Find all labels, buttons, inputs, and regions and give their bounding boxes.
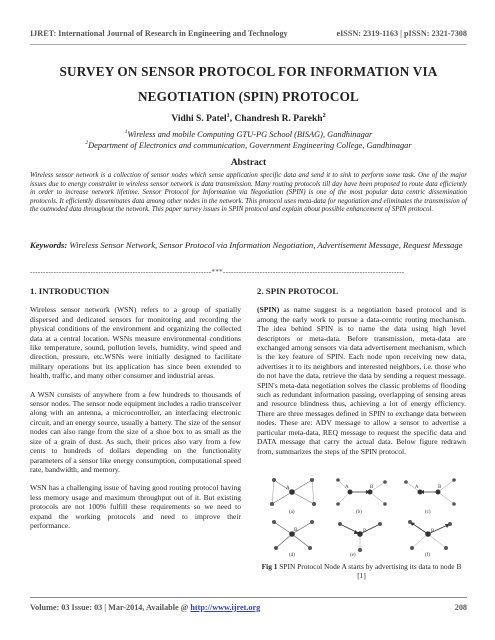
section-1-paragraph-1: Wireless sensor network (WSN) refers to a group of spatially dispersed and dedicated sensors for monitoring and recording the physical conditions of the environment and organizing the collected data at a central location. WSNs measure environmental conditions like temperature, sound, pollution levels, humidity, wind speed and direction, pressure, etc.WSNs were initially designed to facilitate military operations but its application has since been extended to health, traffic, and many other consumer and industrial areas. bbox=[30, 305, 241, 381]
keywords bbox=[30, 237, 467, 254]
section-2-paragraph-1 bbox=[257, 305, 466, 456]
panel-d-label: (d) bbox=[289, 553, 295, 558]
affiliation-1-text: Wireless and mobile Computing GTU-PG School (BISAG), Gandhinagar bbox=[127, 129, 373, 139]
page-number: 208 bbox=[454, 603, 467, 612]
paper-title-line2: NEGOTIATION (SPIN) PROTOCOL bbox=[137, 89, 360, 104]
spin-panel-f bbox=[408, 520, 452, 558]
node-a-label-b: A bbox=[345, 485, 349, 490]
node-b-label-d: B bbox=[294, 528, 298, 533]
author-2-sup: 2 bbox=[322, 113, 326, 119]
figure-caption-label: Fig 1 bbox=[261, 562, 278, 571]
spin-bold: (SPIN) bbox=[257, 305, 280, 315]
section-2-heading: 2. SPIN PROTOCOL bbox=[257, 286, 339, 296]
node-b-label-e: B bbox=[363, 529, 367, 534]
spin-panel-e bbox=[338, 522, 382, 558]
spin-panel-d bbox=[272, 520, 314, 558]
affiliation-2-sup: 2 bbox=[85, 140, 89, 146]
issn: eISSN: 2319-1163 | pISSN: 2321-7308 bbox=[336, 29, 467, 38]
affiliation-2-text: Department of Electronics and communication, Government Engineering College, Gandhinagar bbox=[88, 140, 412, 150]
header-rule bbox=[30, 44, 467, 45]
panel-f-label: (f) bbox=[425, 553, 430, 558]
author-1: Vidhi S. Patel bbox=[171, 114, 227, 125]
running-header bbox=[30, 29, 467, 38]
running-footer bbox=[30, 603, 467, 612]
footer-volume-text: Volume: 03 Issue: 03 | Mar-2014, Available @ bbox=[30, 603, 191, 612]
section-1-paragraph-2: A WSN consists of anywhere from a few hundreds to thousands of sensor nodes. The sensor node equipment includes a radio transceiver along with an antenna, a microcontroller, an interfacing electronic circuit, and an energy source, usually a battery. The size of the sensor nodes can also range from the size of a shoe box to as small as the size of a grain of dust. As such, their prices also vary from a few cents to hundreds of dollars depending on the functionality parameters of a sensor like energy consumption, computational speed rate, bandwidth, and memory. bbox=[30, 389, 241, 474]
figure-caption-text: SPIN Protocol Node A starts by advertising its data to node B [1] bbox=[277, 562, 462, 581]
keywords-label: Keywords: bbox=[30, 240, 68, 250]
section-2-text: as name suggest is a negotiation based protocol and is among the early work to pursue a data-centric routing mechanism. The idea behind SPIN is to name the data using high level descriptors or meta-data. Before transmission, meta-data are exchanged among sensors via data advertisement mechanism, which is the key feature of SPIN. Each node upon receiving new data, advertises it to its neighbors and interested neighbors, i.e. those who do not have the data, retrieve the data by sending a request message. SPIN's meta-data negotiation solves the classic problems of flooding such as redundant information passing, overlapping of sensing areas and resource blindness thus, achieving a lot of energy efficiency. There are three messages defined in SPIN to exchange data between nodes. These are: ADV message to allow a sensor to advertise a particular meta-data, REQ message to request the specific data and DATA message that carry the actual data. Below figure redrawn from, summarizes the steps of the SPIN protocol. bbox=[257, 305, 466, 456]
spin-panel-c bbox=[404, 478, 456, 515]
footer-rule bbox=[30, 597, 467, 598]
node-a-label-c: A bbox=[415, 485, 419, 490]
node-b-label-c: B bbox=[438, 485, 442, 490]
spin-panel-a bbox=[270, 478, 316, 515]
spin-panel-b bbox=[336, 478, 387, 515]
node-a bbox=[289, 489, 295, 495]
node-b-label-f: B bbox=[431, 529, 435, 534]
panel-e-label: (e) bbox=[350, 553, 356, 558]
paper-title-line1: SURVEY ON SENSOR PROTOCOL FOR INFORMATION VIA bbox=[59, 64, 438, 79]
section-1-heading: 1. INTRODUCTION bbox=[30, 286, 110, 296]
author-separator: , bbox=[229, 114, 235, 125]
author-1-sup: 1 bbox=[226, 113, 230, 119]
affiliation-1 bbox=[30, 129, 467, 139]
section-divider: ---------------------------------------------------------------------***--------------------------------------------------------------------- bbox=[30, 268, 405, 276]
figure-caption bbox=[257, 562, 466, 581]
node-a-label: A bbox=[286, 486, 290, 491]
keywords-text: Wireless Sensor Network, Sensor Protocol via Information Negotiation, Advertisement Message, Request Message bbox=[67, 240, 463, 250]
affiliation-1-sup: 1 bbox=[124, 129, 128, 135]
journal-name: IJRET: International Journal of Research in Engineering and Technology bbox=[30, 29, 288, 38]
left-column bbox=[30, 287, 241, 539]
section-1-paragraph-3: WSN has a challenging issue of having good routing protocol having less memory usage and maximum throughput out of it. But existing protocols are not 100% fulfill these requirements so we need to expand the working protocols and need to improve their performance. bbox=[30, 483, 241, 530]
author-2: Chandresh R. Parekh bbox=[234, 114, 323, 125]
right-column bbox=[257, 287, 466, 465]
footer-volume bbox=[30, 603, 260, 612]
panel-a-label: (a) bbox=[289, 510, 295, 515]
affiliation-2 bbox=[30, 140, 467, 150]
spin-diagram-svg bbox=[262, 470, 462, 558]
node-b-label-b: B bbox=[370, 485, 374, 490]
authors bbox=[30, 113, 467, 124]
figure-spin-diagram bbox=[262, 470, 462, 558]
journal-url-link[interactable]: http://www.ijret.org bbox=[190, 603, 261, 612]
abstract-text: Wireless sensor network is a collection of sensor nodes which sense application specific data and send it to sink to perform some task. One of the major issues due to energy constraint in wireless sensor network is data transmission. Many routing protocols till day have been proposed to route data efficiently in order to increase network lifetime. Sensor Protocol for Information via Negotiation (SPIN) is one of the most popular data centric dissemination protocols. It efficiently disseminates data among other nodes in the network. This protocol uses meta-data for negotiation and eliminates the transmission of the outmoded data throughout the network. This paper survey issues in SPIN protocol and explain about possible enhancement of SPIN protocol. bbox=[30, 171, 467, 213]
abstract-heading: Abstract bbox=[230, 158, 267, 168]
panel-c-label: (c) bbox=[425, 510, 431, 515]
panel-b-label: (b) bbox=[356, 510, 362, 515]
